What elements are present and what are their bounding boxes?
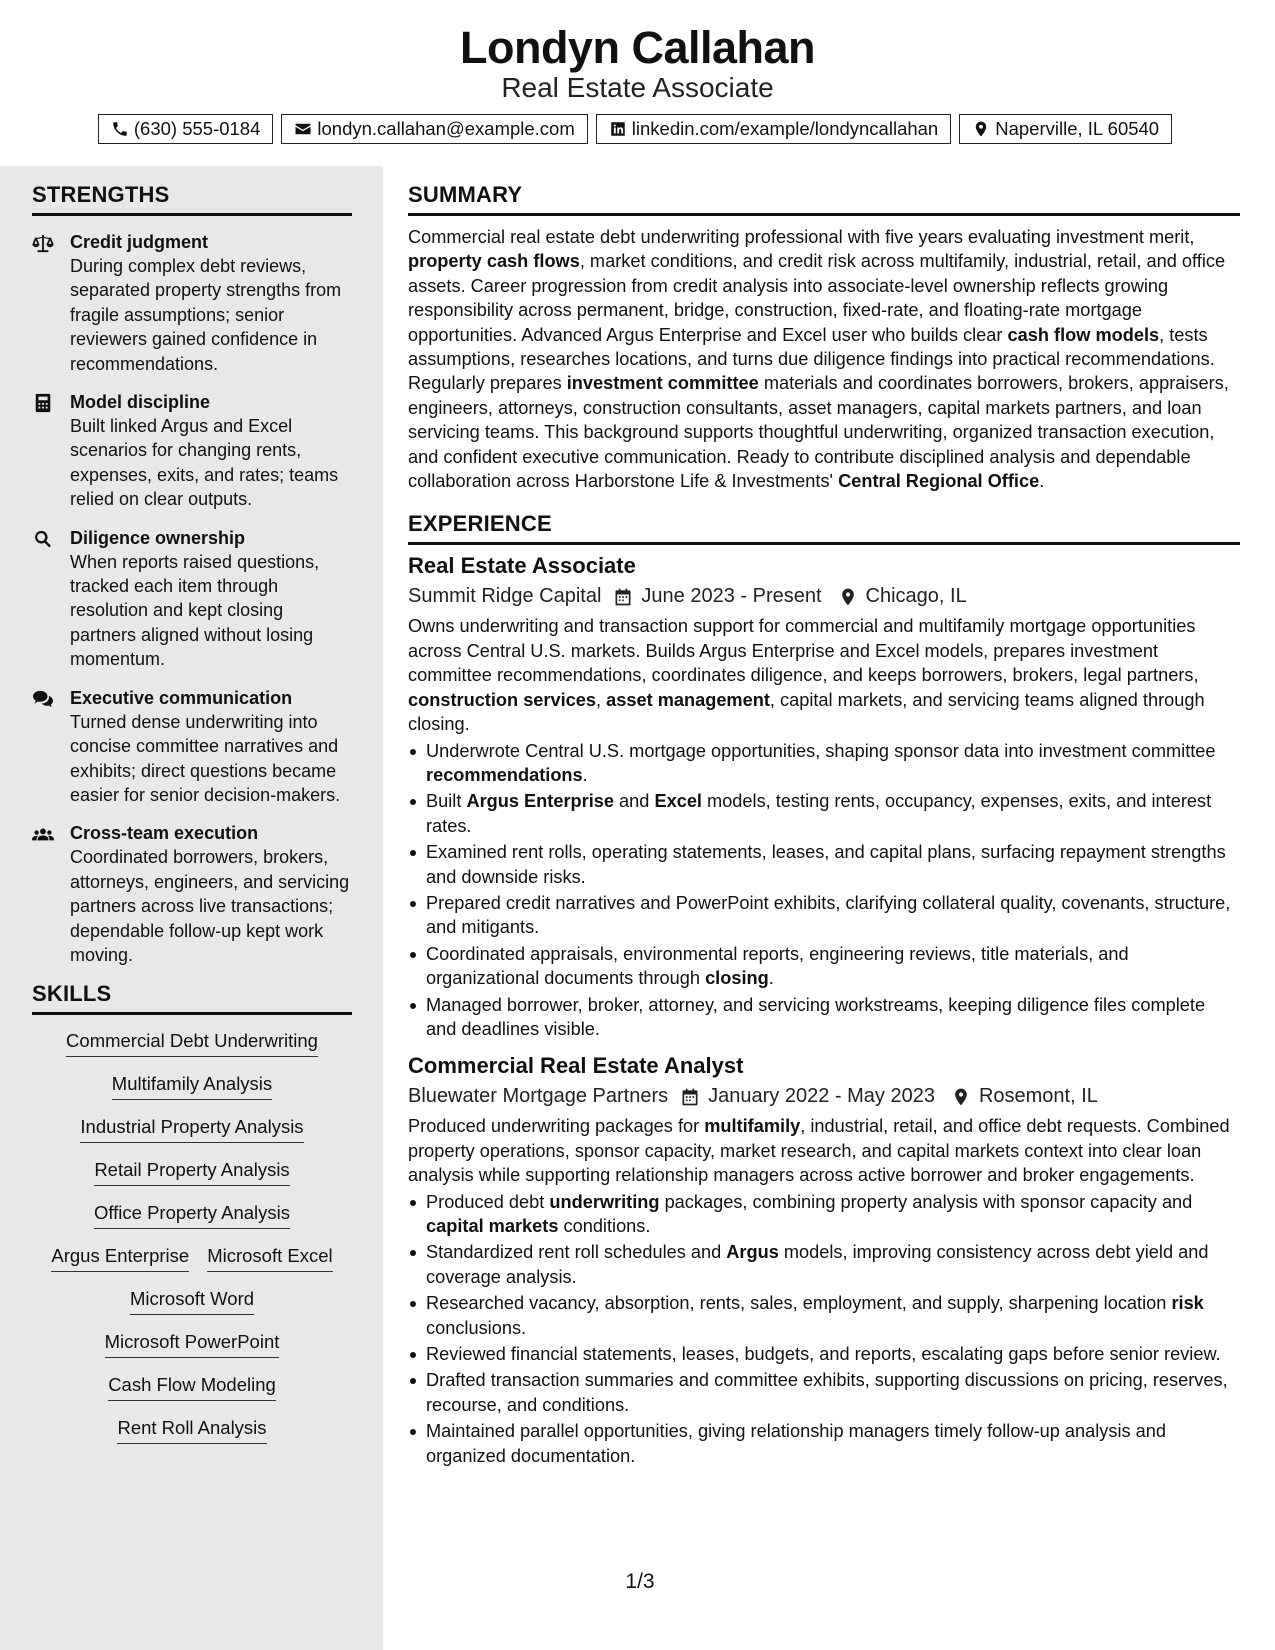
strength-desc: When reports raised questions, tracked each item through resolution and kept closing partners aligned without losing momentum. — [70, 551, 320, 670]
job-dates: January 2022 - May 2023 — [708, 1085, 935, 1108]
contact-email[interactable] — [281, 114, 587, 144]
emphasis-text: investment committee — [566, 373, 759, 394]
candidate-name: Londyn Callahan — [459, 22, 816, 73]
contact-location-text: Naperville, IL 60540 — [995, 118, 1160, 139]
bullet-item: Prepared credit narratives and PowerPoint exhibits, clarifying collateral quality, covenants, structure, and mitigants. — [408, 891, 1240, 940]
job-location: Rosemont, IL — [978, 1085, 1098, 1108]
summary-text: Commercial real estate debt underwriting professional with five years evaluating investment merit, property cash flows, market conditions, and credit risk across multifamily, industrial, retail, and office assets. Career progression from credit analysis into associate-level ownership reflects growing responsibility across permanent, bridge, construction, fixed-rate, and floating-rate mortgage opportunities. Advanced Argus Enterprise and Excel user who builds clear cash flow models, tests assumptions, researches locations, and turns due diligence findings into practical recommendations. Regularly prepares investment committee materials and coordinates borrowers, brokers, appraisers, engineers, attorneys, construction consultants, asset managers, capital markets partners, and loan servicing teams. This background supports thoughtful underwriting, organized transaction execution, and confident executive communication. Ready to contribute disciplined analysis and dependable collaboration across Harborstone Life & Investments' Central Regional Office. — [408, 227, 1229, 492]
strength-title: Cross-team execution — [70, 823, 259, 844]
strengths-list — [32, 230, 352, 967]
contact-bar — [80, 114, 1190, 144]
skill-tag: Multifamily Analysis — [112, 1072, 272, 1100]
job-location: Chicago, IL — [865, 585, 967, 608]
skill-tag: Commercial Debt Underwriting — [66, 1029, 318, 1057]
bullet-item: Built Argus Enterprise and Excel models, testing rents, occupancy, expenses, exits, and interest rates. — [408, 789, 1240, 838]
strength-item — [32, 686, 352, 808]
job-meta — [408, 585, 1240, 608]
emphasis-text: recommendations — [426, 764, 583, 785]
page-number: 1/3 — [625, 1570, 655, 1593]
contact-phone[interactable] — [98, 114, 274, 144]
calendar-icon — [680, 1087, 700, 1107]
strength-item — [32, 390, 352, 512]
emphasis-text: capital markets — [426, 1216, 559, 1236]
users-icon — [32, 824, 54, 844]
strength-item — [32, 230, 352, 376]
bullet-item: Researched vacancy, absorption, rents, sales, employment, and supply, sharpening location risk conclusions. — [408, 1291, 1240, 1340]
candidate-headline: Real Estate Associate — [501, 72, 774, 103]
skill-tag: Retail Property Analysis — [94, 1158, 289, 1186]
job-bullets — [408, 739, 1240, 1042]
sidebar — [0, 166, 383, 1650]
job-title: Commercial Real Estate Analyst — [408, 1053, 744, 1079]
strength-item — [32, 526, 352, 672]
job-description: Owns underwriting and transaction support for commercial and multifamily mortgage opportunities across Central U.S. markets. Builds Argus Enterprise and Excel models, prepares investment committee recommendations, coordinates diligence, and keeps borrowers, brokers, legal partners, construction services, asset management, capital markets, and servicing teams aligned through closing. — [408, 616, 1205, 735]
comments-icon — [32, 689, 54, 709]
emphasis-text: risk — [1171, 1293, 1204, 1314]
linkedin-icon — [609, 120, 627, 138]
emphasis-text: multifamily — [704, 1116, 801, 1137]
strength-title: Executive communication — [70, 687, 293, 708]
bullet-item: Produced debt underwriting packages, combining property analysis with sponsor capacity and capital markets conditions. — [408, 1190, 1240, 1239]
emphasis-text: property cash flows — [408, 251, 580, 272]
contact-email-text: londyn.callahan@example.com — [317, 118, 575, 139]
bullet-item: Examined rent rolls, operating statements, leases, and capital plans, surfacing repayment strengths and downside risks. — [408, 840, 1240, 889]
job-dates: June 2023 - Present — [641, 585, 822, 608]
skill-tag: Rent Roll Analysis — [117, 1416, 266, 1444]
resume-header — [0, 0, 1275, 166]
map-pin-icon — [972, 120, 990, 138]
bullet-item: Standardized rent roll schedules and Argus models, improving consistency across debt yield and coverage analysis. — [408, 1240, 1240, 1289]
scale-icon — [32, 233, 54, 253]
skill-tag: Argus Enterprise — [51, 1244, 189, 1272]
emphasis-text: asset management — [606, 689, 770, 710]
skill-tag: Microsoft PowerPoint — [105, 1330, 280, 1358]
map-pin-icon — [951, 1087, 971, 1107]
bullet-item: Maintained parallel opportunities, giving relationship managers timely follow-up analysis and organized documentation. — [408, 1419, 1240, 1468]
job-company: Summit Ridge Capital — [408, 585, 602, 608]
bullet-item: Underwrote Central U.S. mortgage opportunities, shaping sponsor data into investment committee recommendations. — [408, 739, 1240, 788]
bullet-item: Coordinated appraisals, environmental reports, engineering reviews, title materials, and organizational documents through closing. — [408, 942, 1240, 991]
job-bullets — [408, 1190, 1240, 1468]
emphasis-text: closing — [705, 968, 769, 989]
bullet-item: Managed borrower, broker, attorney, and servicing workstreams, keeping diligence files complete and deadlines visible. — [408, 993, 1240, 1042]
contact-phone-text: (630) 555-0184 — [133, 118, 261, 139]
map-pin-icon — [838, 587, 858, 607]
emphasis-text: cash flow models — [1007, 324, 1160, 345]
strength-title: Model discipline — [70, 392, 211, 413]
main-content — [408, 182, 1240, 1470]
strengths-heading: STRENGTHS — [32, 182, 352, 216]
emphasis-text: Argus Enterprise — [466, 791, 614, 812]
skill-tag: Industrial Property Analysis — [80, 1115, 303, 1143]
strength-title: Credit judgment — [70, 232, 208, 252]
skill-tag: Office Property Analysis — [94, 1201, 290, 1229]
skill-tag: Microsoft Word — [130, 1287, 254, 1315]
strength-desc: During complex debt reviews, separated property strengths from fragile assumptions; senior reviewers gained confidence in recommendations. — [70, 256, 342, 374]
skills-heading: SKILLS — [32, 981, 352, 1015]
search-icon — [32, 529, 54, 549]
job-title: Real Estate Associate — [408, 553, 636, 579]
strength-title: Diligence ownership — [70, 527, 246, 548]
emphasis-text: Argus — [726, 1242, 779, 1263]
job-description: Produced underwriting packages for multifamily, industrial, retail, and office debt requests. Combined property operations, sponsor capacity, market research, and capital markets context into clear loan analysis while supporting relationship managers across active borrower and broker engagements. — [408, 1116, 1230, 1186]
emphasis-text: Excel — [654, 791, 702, 812]
phone-icon — [111, 120, 129, 138]
job-meta — [408, 1085, 1240, 1108]
skill-tag: Microsoft Excel — [207, 1244, 332, 1272]
summary-heading: SUMMARY — [408, 182, 1240, 216]
calendar-icon — [613, 587, 633, 607]
emphasis-text: construction services — [408, 689, 597, 710]
bullet-item: Reviewed financial statements, leases, budgets, and reports, escalating gaps before senior review. — [408, 1342, 1240, 1366]
job-entry — [408, 553, 1240, 1041]
skills-list — [32, 1029, 352, 1444]
strength-desc: Coordinated borrowers, brokers, attorneys, engineers, and servicing partners across live transactions; dependable follow-up kept work moving. — [70, 847, 350, 965]
strength-desc: Turned dense underwriting into concise committee narratives and exhibits; direct questions became easier for senior decision-makers. — [70, 711, 341, 805]
contact-linkedin[interactable] — [596, 114, 951, 144]
bullet-item: Drafted transaction summaries and committee exhibits, supporting discussions on pricing, reserves, recourse, and conditions. — [408, 1368, 1240, 1417]
emphasis-text: underwriting — [549, 1191, 660, 1212]
strength-item — [32, 821, 352, 967]
calculator-icon — [32, 393, 54, 413]
job-company: Bluewater Mortgage Partners — [408, 1085, 669, 1108]
contact-linkedin-text: linkedin.com/example/londyncallahan — [631, 118, 939, 139]
strength-desc: Built linked Argus and Excel scenarios for changing rents, expenses, exits, and rates; teams relied on clear outputs. — [70, 416, 339, 510]
experience-heading: EXPERIENCE — [408, 511, 1240, 545]
skill-tag: Cash Flow Modeling — [108, 1373, 276, 1401]
job-entry — [408, 1053, 1240, 1468]
emphasis-text: Central Regional Office — [838, 471, 1040, 492]
envelope-icon — [294, 120, 312, 138]
contact-location — [959, 114, 1172, 144]
